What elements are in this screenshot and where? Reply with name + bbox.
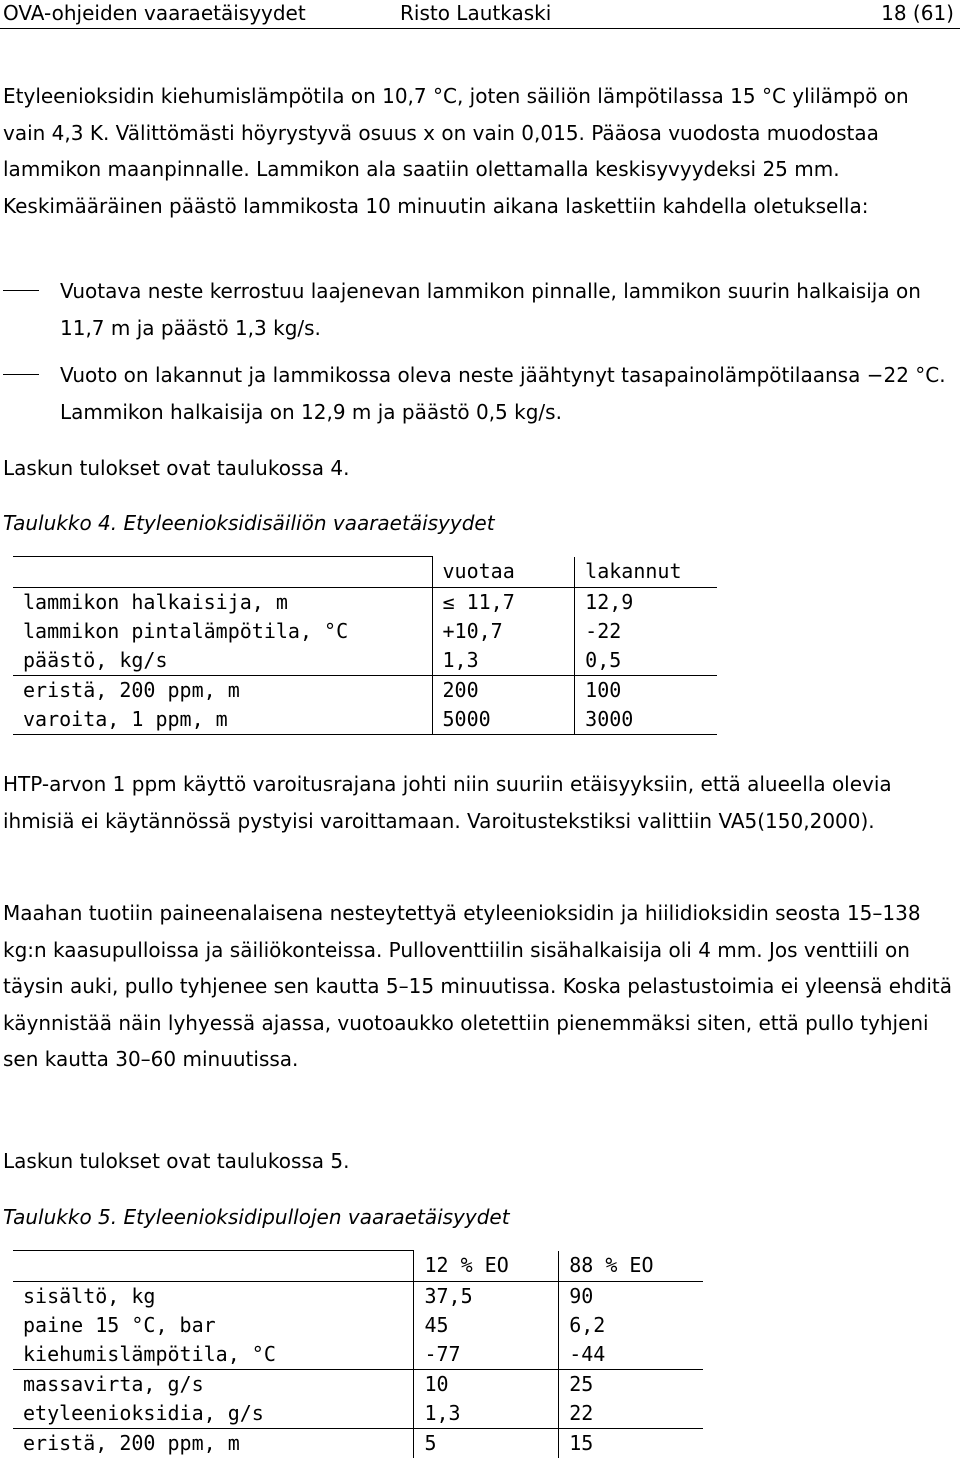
bullet-text-1: Vuotava neste kerrostuu laajenevan lammikon pinnalle, lammikon suurin halkaisija on 11,7 m ja päästö 1,3 kg/s. [60,279,921,340]
row-label: sisältö, kg [23,1284,156,1308]
paragraph-intro: Etyleenioksidin kiehumislämpötila on 10,7 °C, joten säiliön lämpötilassa 15 °C ylilämpö on vain 4,3 K. Välittömästi höyrystyvä osuus x on vain 0,015. Pääosa vuodosta muodostaa lammikon maanpinnalle. Lammikon ala saatiin olettamalla keskisyvyydeksi 25 mm. Keskimääräinen päästö lammikosta 10 minuutin aikana laskettiin kahdella oletuksella: [3,84,909,218]
paragraph-htp: HTP-arvon 1 ppm käyttö varoitusrajana johti niin suuriin etäisyyksiin, että alueella olevia ihmisiä ei käytännössä pystyisi varoittamaan. Varoitustekstiksi valittiin VA5(150,2000). [3,772,892,833]
cell-value: -22 [585,619,622,643]
cell-value: 45 [424,1313,449,1337]
cell-value: +10,7 [442,619,503,643]
cell-value: 1,3 [442,648,479,672]
paragraph-results-ref-4: Laskun tulokset ovat taulukossa 4. [3,456,350,480]
column-header: 88 % EO [569,1252,654,1277]
column-header: 12 % EO [414,1251,559,1282]
page-number: 18 (61) [881,1,954,25]
dash-bullet [3,374,39,375]
table-5 [13,1250,703,1458]
cell-value: 3000 [585,707,634,731]
bullet-text-2: Vuoto on lakannut ja lammikossa oleva neste jäähtynyt tasapainolämpötilaansa −22 °C. Lammikon halkaisija on 12,9 m ja päästö 0,5 kg/s. [60,363,946,424]
bullet-item-2 [3,357,953,430]
column-header: lakannut [585,558,682,583]
cell-value: 100 [585,678,622,702]
table-row-group [13,1429,703,1458]
column-header: vuotaa [432,557,575,588]
table-header-row [13,557,717,588]
cell-value: 5000 [442,707,491,731]
cell-value: 22 [569,1401,594,1425]
cell-value: 25 [569,1372,594,1396]
row-label: lammikon halkaisija, m [23,590,288,614]
row-label: massavirta, g/s [23,1372,204,1396]
cell-value: -44 [569,1342,606,1366]
cell-value: ≤ 11,7 [442,590,515,614]
cell-value: 0,5 [585,648,622,672]
table-row-group [13,676,717,735]
cell-value: 90 [569,1284,594,1308]
cell-value: 12,9 [585,590,634,614]
cell-value: 6,2 [569,1313,606,1337]
cell-value: 10 [424,1372,449,1396]
row-label: etyleenioksidia, g/s [23,1401,264,1425]
row-label: eristä, 200 ppm, m [23,678,240,702]
cell-value: 5 [424,1431,437,1455]
row-label: lammikon pintalämpötila, °C [23,619,349,643]
table-header-row [13,1251,703,1282]
paragraph-bottles: Maahan tuotiin paineenalaisena nesteytettyä etyleenioksidin ja hiilidioksidin seosta 15–138 kg:n kaasupulloissa ja säiliökonteissa. Pulloventtiilin sisähalkaisija oli 4 mm. Jos venttiili on täysin auki, pullo tyhjenee sen kautta 5–15 minuutissa. Koska pelastustoimia ei yleensä ehditä käynnistää näin lyhyessä ajassa, vuotoaukko oletettiin pienemmäksi siten, että pullo tyhjeni sen kautta 30–60 minuutissa. [3,901,953,1071]
table-row-group [13,588,717,676]
cell-value: 1,3 [424,1401,461,1425]
table-4 [13,556,717,735]
table-caption-4: Taulukko 4. Etyleenioksidisäiliön vaaraetäisyydet [3,511,495,535]
row-label: päästö, kg/s [23,648,168,672]
document-title: OVA-ohjeiden vaaraetäisyydet [3,1,306,25]
cell-value: 200 [442,678,479,702]
row-label: varoita, 1 ppm, m [23,707,228,731]
table-caption-5: Taulukko 5. Etyleenioksidipullojen vaaraetäisyydet [3,1205,510,1229]
bullet-item-1 [3,273,953,346]
row-label: paine 15 °C, bar [23,1313,216,1337]
cell-value: -77 [424,1342,461,1366]
paragraph-results-ref-5: Laskun tulokset ovat taulukossa 5. [3,1149,350,1173]
row-label: eristä, 200 ppm, m [23,1431,240,1455]
row-label: kiehumislämpötila, °C [23,1342,276,1366]
document-author: Risto Lautkaski [400,1,552,25]
cell-value: 37,5 [424,1284,473,1308]
table-row-group [13,1370,703,1429]
dash-bullet [3,290,39,291]
header-rule [0,28,960,29]
cell-value: 15 [569,1431,594,1455]
table-row-group [13,1282,703,1370]
